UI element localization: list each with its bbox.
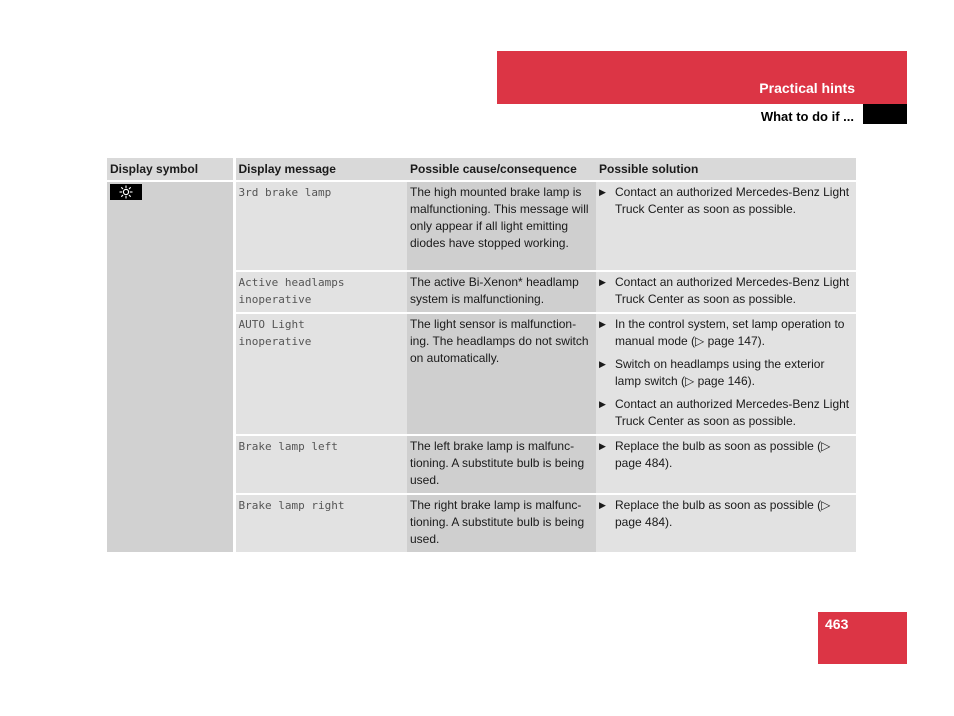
bullet-arrow-icon: ▶ xyxy=(599,500,606,510)
possible-cause: The right brake lamp is malfunc-tioning. A substitute bulb is being used. xyxy=(407,494,596,553)
header-display-message: Display message xyxy=(234,158,407,181)
table-row xyxy=(107,181,856,271)
possible-solution xyxy=(596,313,856,435)
lamp-icon xyxy=(110,184,142,200)
possible-solution xyxy=(596,271,856,313)
solution-item: ▶ In the control system, set lamp operation to manual mode (▷ page 147). xyxy=(599,317,845,348)
subsection-title: What to do if ... xyxy=(760,109,854,124)
display-message: Brake lamp right xyxy=(234,494,407,553)
chapter-tab xyxy=(863,104,907,124)
display-message: AUTO Light inoperative xyxy=(234,313,407,435)
bullet-arrow-icon: ▶ xyxy=(599,187,606,197)
display-message: 3rd brake lamp xyxy=(234,181,407,271)
table-header-row xyxy=(107,158,856,181)
header-possible-solution: Possible solution xyxy=(596,158,856,181)
solution-item: ▶ Replace the bulb as soon as possible (▷ page 484). xyxy=(599,498,831,529)
possible-solution xyxy=(596,435,856,494)
bullet-arrow-icon: ▶ xyxy=(599,277,606,287)
possible-cause: The light sensor is malfunction-ing. The headlamps do not switch on automatically. xyxy=(407,313,596,435)
display-symbol-cell xyxy=(107,181,234,553)
section-title: Practical hints xyxy=(759,80,855,96)
solution-item: ▶ Contact an authorized Mercedes-Benz Light Truck Center as soon as possible. xyxy=(599,275,850,306)
solution-item: ▶ Contact an authorized Mercedes-Benz Light Truck Center as soon as possible. xyxy=(599,185,850,216)
header-display-symbol: Display symbol xyxy=(107,158,234,181)
display-messages-table xyxy=(107,158,856,554)
bullet-arrow-icon: ▶ xyxy=(599,441,606,451)
bullet-arrow-icon: ▶ xyxy=(599,319,606,329)
possible-cause: The high mounted brake lamp is malfunctioning. This message will only appear if all light emitting diodes have stopped working. xyxy=(407,181,596,271)
possible-solution xyxy=(596,494,856,553)
possible-solution xyxy=(596,181,856,271)
possible-cause: The active Bi-Xenon* headlamp system is malfunctioning. xyxy=(407,271,596,313)
solution-item: ▶ Contact an authorized Mercedes-Benz Light Truck Center as soon as possible. xyxy=(599,397,850,428)
bullet-arrow-icon: ▶ xyxy=(599,359,606,369)
page-number: 463 xyxy=(825,616,849,632)
bullet-arrow-icon: ▶ xyxy=(599,399,606,409)
section-banner xyxy=(497,51,907,104)
solution-item: ▶ Replace the bulb as soon as possible (▷ page 484). xyxy=(599,439,831,470)
display-message: Active headlamps inoperative xyxy=(234,271,407,313)
possible-cause: The left brake lamp is malfunc-tioning. A substitute bulb is being used. xyxy=(407,435,596,494)
solution-item: ▶ Switch on headlamps using the exterior lamp switch (▷ page 146). xyxy=(599,357,825,388)
header-possible-cause: Possible cause/consequence xyxy=(407,158,596,181)
display-message: Brake lamp left xyxy=(234,435,407,494)
